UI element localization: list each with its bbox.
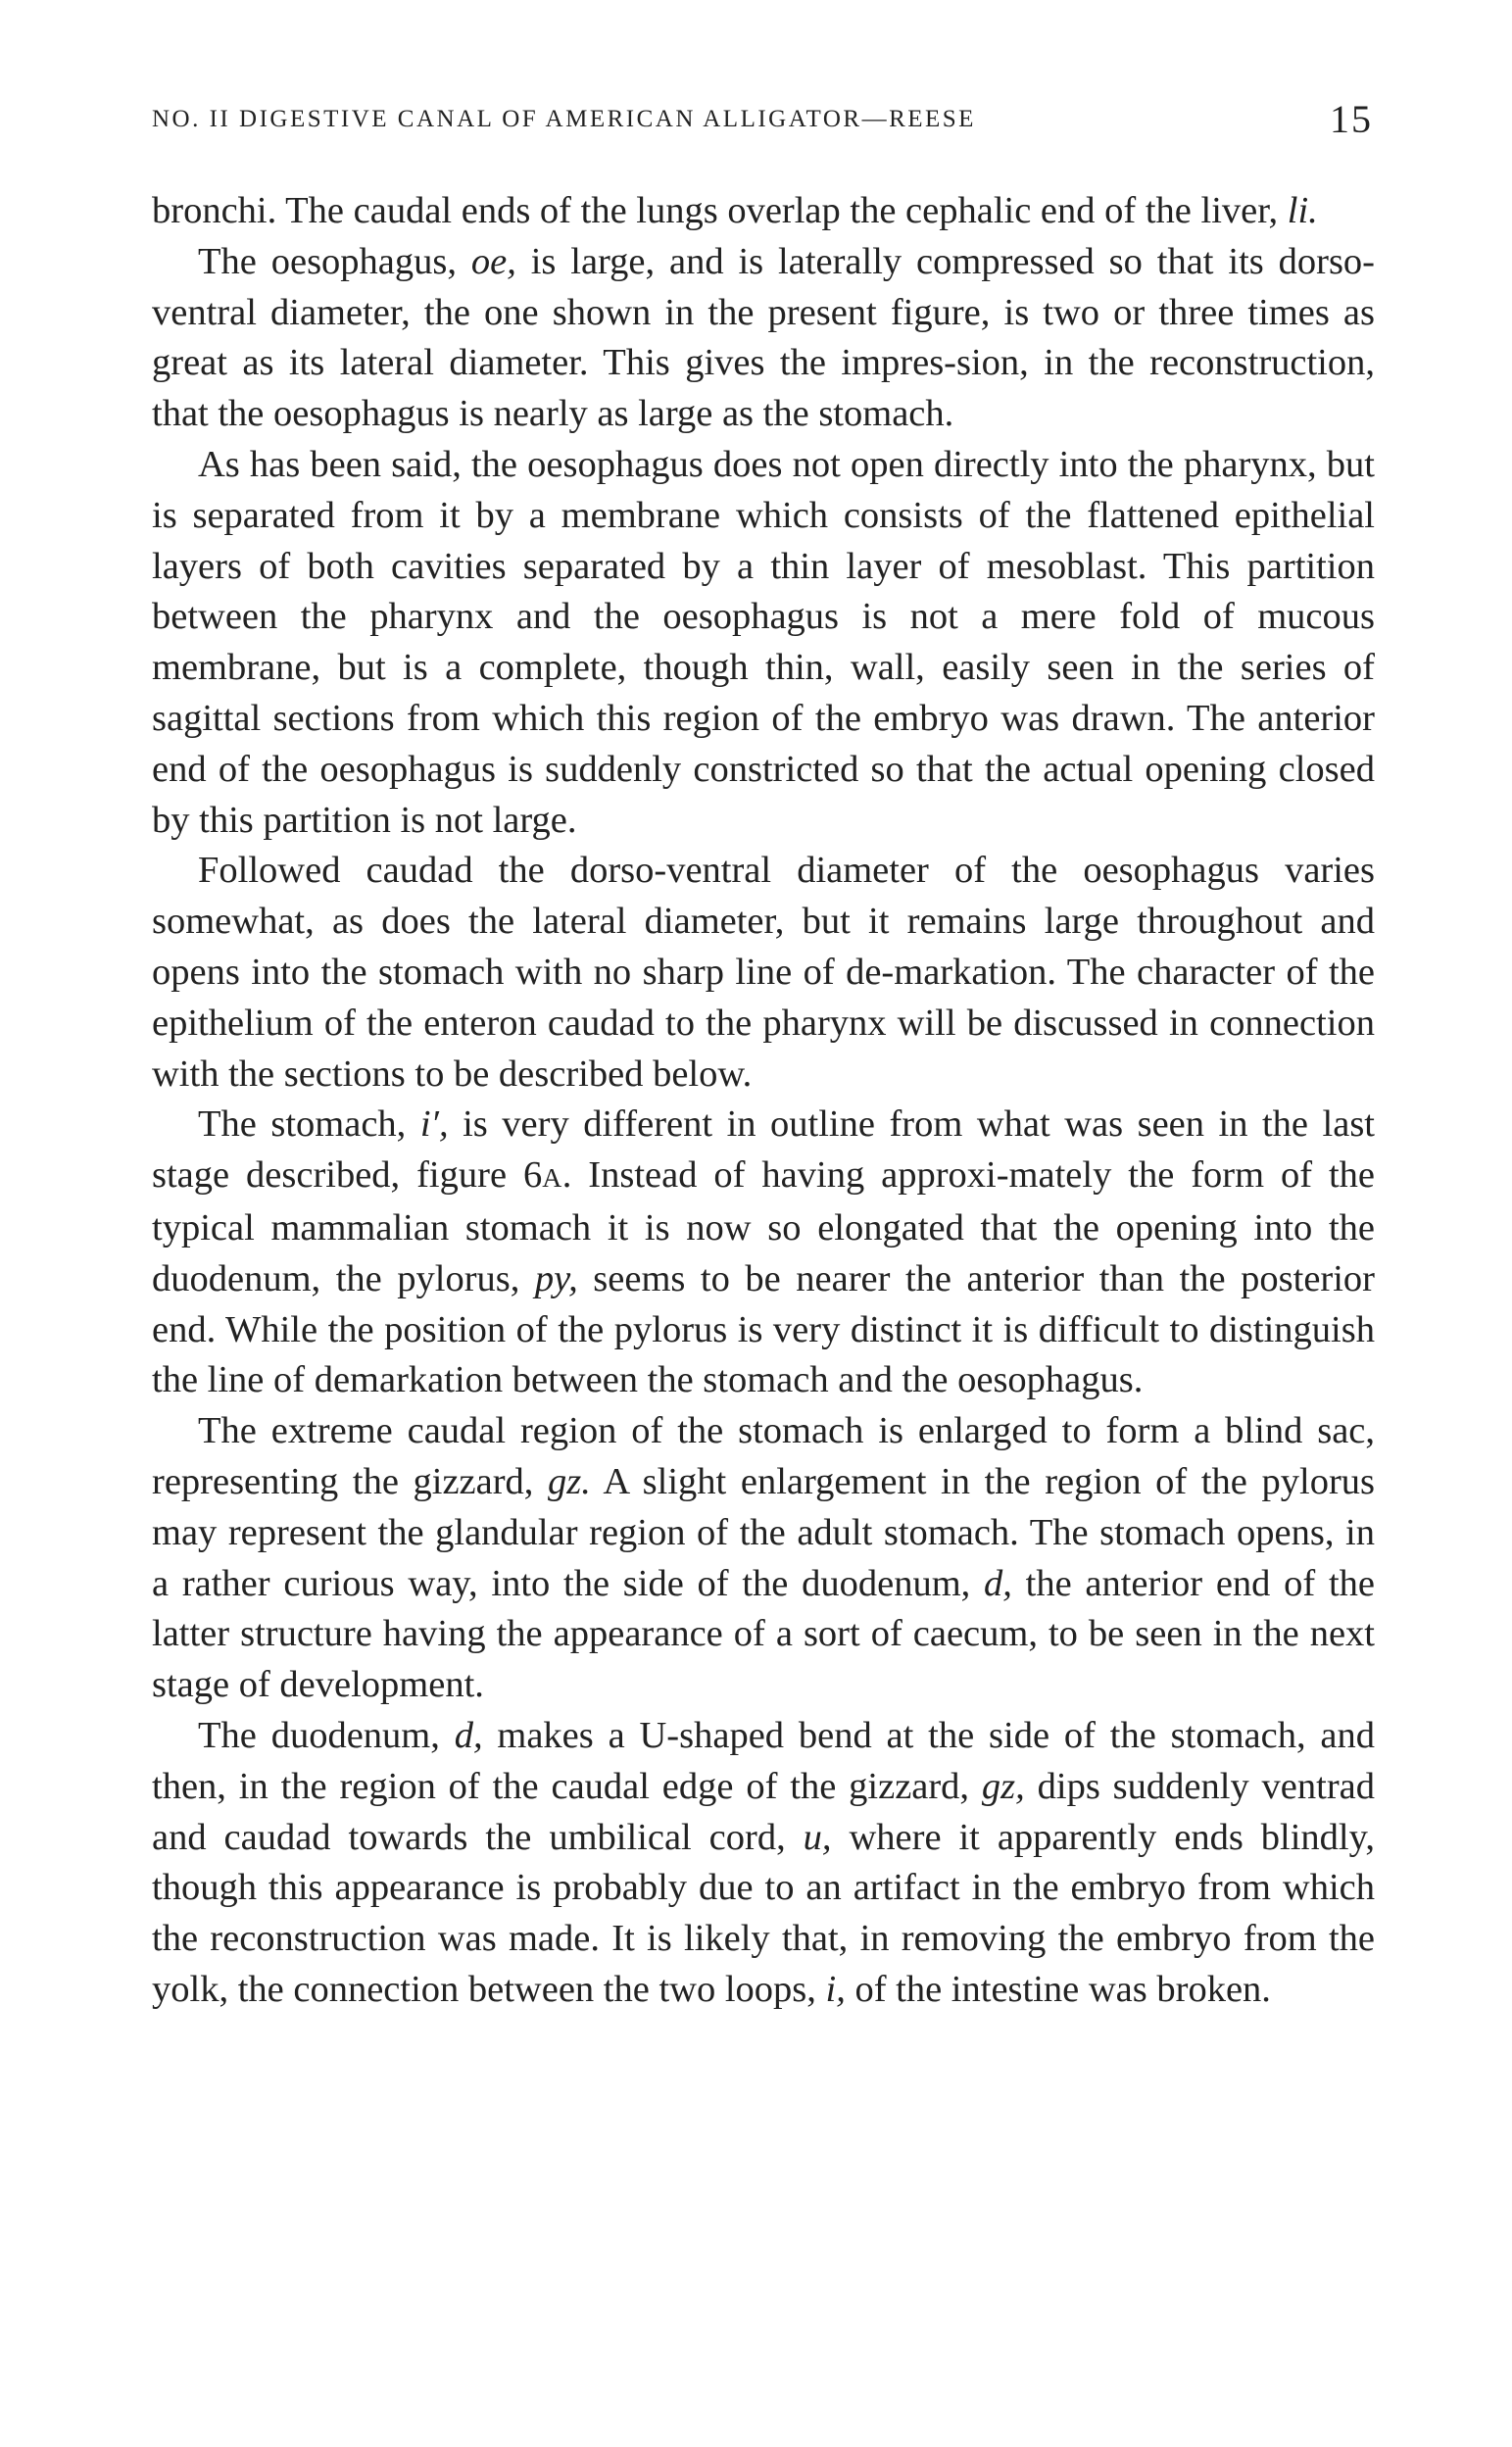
text-run: is large, and is laterally compressed so that its dorso-ventral diameter, the one shown in the present figure, is two or three times as great as its lateral diameter. This gives the impres-sion, in the reconstruction, that the oesophagus is nearly as large as the stomach. — [152, 240, 1375, 435]
paragraph-1 — [152, 186, 1375, 237]
text-run: seems to be nearer the anterior than the posterior end. While the position of the pylorus is very distinct it is difficult to distinguish the line of demarkation between the stomach and the oesophagus. — [152, 1257, 1375, 1401]
text-run: The duodenum, — [198, 1714, 455, 1756]
body-text — [152, 186, 1375, 2016]
text-run: The extreme caudal region of the stomach is enlarged to form a blind sac, representing the gizzard, — [152, 1410, 1375, 1502]
text-run: A slight enlargement in the region of the pylorus may represent the glandular region of the adult stomach. The stomach opens, in a rather curious way, into the side of the duodenum, — [152, 1460, 1375, 1604]
small-caps-text: A — [542, 1162, 562, 1194]
paragraph-3 — [152, 440, 1375, 846]
paragraph-6 — [152, 1406, 1375, 1711]
text-run: Followed caudad the dorso-ventral diameter of the oesophagus varies somewhat, as does the lateral diameter, but it remains large throughout and opens into the stomach with no sharp line of de-markation. The character of the epithelium of the enteron caudad to the pharynx will be discussed in connection with the sections to be described below. — [152, 850, 1375, 1095]
text-run: makes a U-shaped bend at the side of the stomach, and then, in the region of the caudal edge of the gizzard, — [152, 1714, 1375, 1807]
text-run: of the intestine was broken. — [845, 1968, 1271, 2010]
figure-label: i, — [825, 1968, 846, 2010]
text-run: The oesophagus, — [198, 240, 471, 282]
figure-label: py, — [534, 1257, 578, 1299]
figure-label: u, — [803, 1816, 832, 1858]
figure-label: gz. — [548, 1460, 591, 1502]
figure-label: li. — [1287, 190, 1318, 231]
figure-label: d, — [454, 1714, 483, 1756]
paragraph-7 — [152, 1711, 1375, 2016]
text-run: dips suddenly ventrad and caudad towards the umbilical cord, — [152, 1765, 1375, 1858]
figure-label: gz, — [981, 1765, 1025, 1807]
text-run: As has been said, the oesophagus does not open directly into the pharynx, but is separated from it by a membrane which consists of the flattened epithelial layers of both cavities separated by a thin layer of mesoblast. This partition between the pharynx and the oesophagus is not a mere fold of mucous membrane, but is a complete, though thin, wall, easily seen in the series of sagittal sections from which this region of the embryo was drawn. The anterior end of the oesophagus is suddenly constricted so that the actual opening closed by this partition is not large. — [152, 443, 1375, 841]
paragraph-4 — [152, 846, 1375, 1100]
paragraph-2 — [152, 237, 1375, 440]
text-run: The stomach, — [198, 1103, 420, 1146]
running-head-title: NO. II DIGESTIVE CANAL OF AMERICAN ALLIGATOR—REESE — [152, 106, 976, 132]
text-run: bronchi. The caudal ends of the lungs overlap the cephalic end of the liver, — [152, 190, 1288, 231]
paragraph-5 — [152, 1100, 1375, 1406]
page-number: 15 — [1330, 97, 1373, 141]
text-run: is very different in outline from what was seen in the last stage described, figure 6 — [152, 1103, 1375, 1197]
figure-label: oe, — [470, 240, 516, 282]
figure-label: d, — [984, 1562, 1012, 1604]
text-run: the anterior end of the latter structure having the appearance of a sort of caecum, to be seen in the next stage of development. — [152, 1562, 1375, 1706]
text-run: where it apparently ends blindly, though this appearance is probably due to an artifact in the embryo from which the reconstruction was made. It is likely that, in removing the embryo from the yolk, the connection between the two loops, — [152, 1816, 1375, 2010]
running-head — [152, 98, 1373, 141]
figure-label: i′, — [419, 1103, 449, 1146]
text-run: . Instead of having approxi-mately the form of the typical mammalian stomach it is now so elongated that the opening into the duodenum, the pylorus, — [152, 1154, 1376, 1299]
